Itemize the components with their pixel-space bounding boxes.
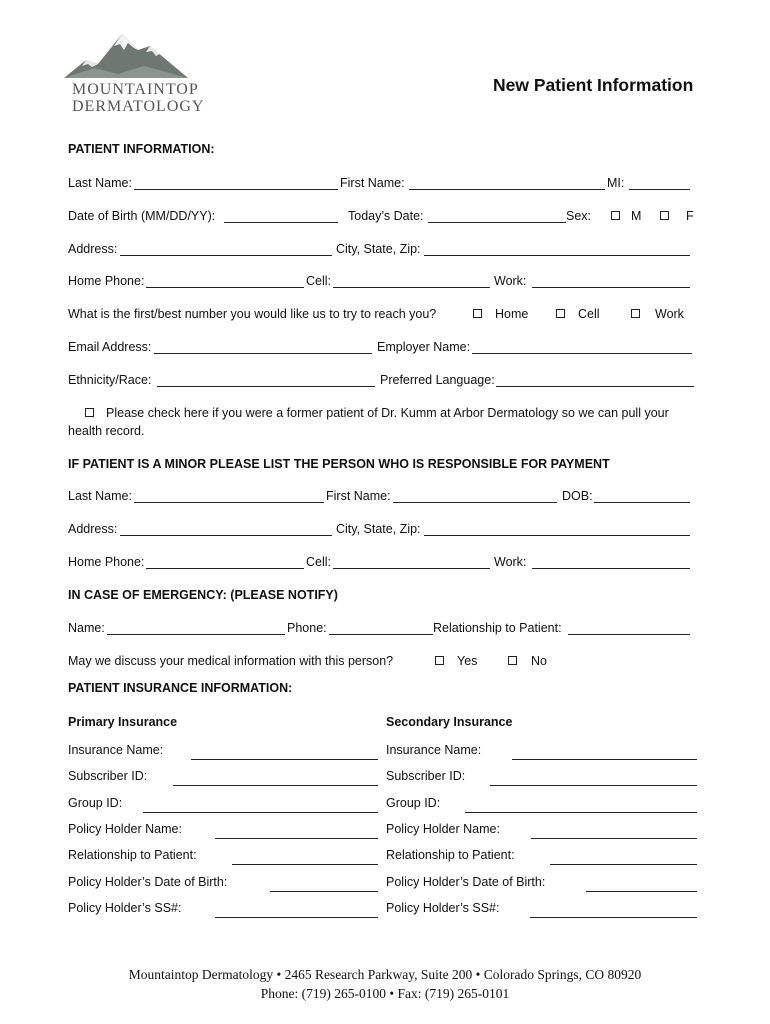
logo-line-2: DERMATOLOGY bbox=[72, 98, 205, 115]
ethnicity-field[interactable] bbox=[157, 386, 375, 387]
sex-f-checkbox[interactable] bbox=[660, 211, 669, 220]
secondary-policy-holder-name-label: Policy Holder Name: bbox=[386, 822, 500, 836]
minor-address-label: Address: bbox=[68, 522, 118, 536]
page-title: New Patient Information bbox=[493, 75, 694, 95]
primary-relationship-field[interactable] bbox=[232, 864, 378, 865]
email-label: Email Address: bbox=[68, 340, 152, 354]
dob-field[interactable] bbox=[224, 222, 338, 223]
primary-group-id-label: Group ID: bbox=[68, 796, 123, 810]
todays-date-label: Today’s Date: bbox=[348, 209, 424, 223]
home-phone-label: Home Phone: bbox=[68, 274, 145, 288]
emergency-relationship-label: Relationship to Patient: bbox=[433, 621, 562, 635]
minor-dob-label: DOB: bbox=[562, 489, 593, 503]
minor-home-phone-field[interactable] bbox=[146, 568, 304, 569]
first-name-label: First Name: bbox=[340, 176, 405, 190]
language-field[interactable] bbox=[496, 386, 694, 387]
minor-city-state-zip-field[interactable] bbox=[424, 535, 690, 536]
dob-label: Date of Birth (MM/DD/YY): bbox=[68, 209, 216, 223]
primary-insurance-heading: Primary Insurance bbox=[68, 715, 178, 729]
insurance-heading: PATIENT INSURANCE INFORMATION: bbox=[68, 681, 293, 695]
secondary-policy-holder-ss-label: Policy Holder’s SS#: bbox=[386, 901, 500, 915]
minor-first-name-field[interactable] bbox=[393, 502, 557, 503]
work-label: Work: bbox=[494, 274, 527, 288]
work-field[interactable] bbox=[532, 287, 690, 288]
emergency-name-field[interactable] bbox=[107, 634, 285, 635]
secondary-group-id-label: Group ID: bbox=[386, 796, 441, 810]
last-name-label: Last Name: bbox=[68, 176, 132, 190]
discuss-question: May we discuss your medical information with this person? bbox=[68, 654, 394, 668]
discuss-yes-checkbox[interactable] bbox=[435, 656, 444, 665]
former-patient-text-1: Please check here if you were a former patient of Dr. Kumm at Arbor Dermatology so we can pull your bbox=[106, 406, 669, 420]
employer-field[interactable] bbox=[472, 353, 692, 354]
primary-insurance-name-label: Insurance Name: bbox=[68, 743, 164, 757]
discuss-no-checkbox[interactable] bbox=[508, 656, 517, 665]
discuss-no-label: No bbox=[531, 654, 547, 668]
footer-phone-fax: Phone: (719) 265-0100 • Fax: (719) 265-0101 bbox=[260, 986, 510, 1001]
secondary-relationship-field[interactable] bbox=[550, 864, 697, 865]
emergency-name-label: Name: bbox=[68, 621, 105, 635]
secondary-insurance-name-field[interactable] bbox=[512, 759, 697, 760]
emergency-heading: IN CASE OF EMERGENCY: (PLEASE NOTIFY) bbox=[68, 588, 338, 602]
best-cell-checkbox[interactable] bbox=[556, 309, 565, 318]
minor-city-state-zip-label: City, State, Zip: bbox=[336, 522, 421, 536]
secondary-insurance-name-label: Insurance Name: bbox=[386, 743, 482, 757]
primary-insurance-name-field[interactable] bbox=[191, 759, 378, 760]
emergency-phone-field[interactable] bbox=[329, 634, 433, 635]
emergency-phone-label: Phone: bbox=[287, 621, 327, 635]
primary-policy-holder-name-field[interactable] bbox=[215, 838, 378, 839]
former-patient-text-2: health record. bbox=[68, 424, 145, 438]
primary-policy-holder-dob-field[interactable] bbox=[270, 891, 378, 892]
secondary-subscriber-id-field[interactable] bbox=[490, 785, 697, 786]
minor-heading: IF PATIENT IS A MINOR PLEASE LIST THE PERSON WHO IS RESPONSIBLE FOR PAYMENT bbox=[68, 457, 610, 471]
logo-line-1: MOUNTAINTOP bbox=[72, 81, 199, 98]
patient-info-heading: PATIENT INFORMATION: bbox=[68, 142, 215, 156]
minor-work-field[interactable] bbox=[532, 568, 690, 569]
secondary-insurance-heading: Secondary Insurance bbox=[386, 715, 513, 729]
best-work-checkbox[interactable] bbox=[631, 309, 640, 318]
sex-label: Sex: bbox=[566, 209, 592, 223]
primary-policy-holder-ss-field[interactable] bbox=[215, 917, 378, 918]
sex-f-label: F bbox=[686, 209, 694, 223]
discuss-yes-label: Yes bbox=[457, 654, 478, 668]
sex-m-checkbox[interactable] bbox=[611, 211, 620, 220]
city-state-zip-label: City, State, Zip: bbox=[336, 242, 421, 256]
secondary-policy-holder-name-field[interactable] bbox=[531, 838, 697, 839]
minor-address-field[interactable] bbox=[120, 535, 332, 536]
primary-subscriber-id-field[interactable] bbox=[173, 785, 378, 786]
first-name-field[interactable] bbox=[409, 189, 605, 190]
primary-relationship-label: Relationship to Patient: bbox=[68, 848, 197, 862]
secondary-policy-holder-ss-field[interactable] bbox=[530, 917, 697, 918]
primary-group-id-field[interactable] bbox=[143, 812, 378, 813]
cell-label: Cell: bbox=[306, 274, 332, 288]
language-label: Preferred Language: bbox=[380, 373, 495, 387]
cell-field[interactable] bbox=[333, 287, 490, 288]
home-phone-field[interactable] bbox=[146, 287, 304, 288]
minor-cell-field[interactable] bbox=[333, 568, 490, 569]
former-patient-checkbox[interactable] bbox=[85, 408, 94, 417]
primary-policy-holder-ss-label: Policy Holder’s SS#: bbox=[68, 901, 182, 915]
minor-last-name-field[interactable] bbox=[134, 502, 324, 503]
minor-work-label: Work: bbox=[494, 555, 527, 569]
mountain-logo-icon bbox=[64, 32, 190, 82]
minor-home-phone-label: Home Phone: bbox=[68, 555, 145, 569]
address-label: Address: bbox=[68, 242, 118, 256]
best-home-label: Home bbox=[495, 307, 529, 321]
city-state-zip-field[interactable] bbox=[424, 255, 690, 256]
todays-date-field[interactable] bbox=[428, 222, 566, 223]
secondary-group-id-field[interactable] bbox=[465, 812, 697, 813]
minor-last-name-label: Last Name: bbox=[68, 489, 132, 503]
primary-policy-holder-name-label: Policy Holder Name: bbox=[68, 822, 182, 836]
primary-subscriber-id-label: Subscriber ID: bbox=[68, 769, 148, 783]
secondary-policy-holder-dob-field[interactable] bbox=[586, 891, 697, 892]
minor-first-name-label: First Name: bbox=[326, 489, 391, 503]
employer-label: Employer Name: bbox=[377, 340, 471, 354]
best-home-checkbox[interactable] bbox=[473, 309, 482, 318]
mi-field[interactable] bbox=[629, 189, 690, 190]
ethnicity-label: Ethnicity/Race: bbox=[68, 373, 152, 387]
best-work-label: Work bbox=[655, 307, 684, 321]
mi-label: MI: bbox=[607, 176, 625, 190]
address-field[interactable] bbox=[120, 255, 332, 256]
last-name-field[interactable] bbox=[134, 189, 338, 190]
minor-dob-field[interactable] bbox=[594, 502, 690, 503]
best-cell-label: Cell bbox=[578, 307, 600, 321]
sex-m-label: M bbox=[631, 209, 642, 223]
best-number-question: What is the first/best number you would like us to try to reach you? bbox=[68, 307, 437, 321]
secondary-relationship-label: Relationship to Patient: bbox=[386, 848, 515, 862]
secondary-subscriber-id-label: Subscriber ID: bbox=[386, 769, 466, 783]
footer-address: Mountaintop Dermatology • 2465 Research Parkway, Suite 200 • Colorado Springs, CO 80920 bbox=[128, 967, 642, 982]
email-field[interactable] bbox=[154, 353, 372, 354]
primary-policy-holder-dob-label: Policy Holder’s Date of Birth: bbox=[68, 875, 228, 889]
minor-cell-label: Cell: bbox=[306, 555, 332, 569]
secondary-policy-holder-dob-label: Policy Holder’s Date of Birth: bbox=[386, 875, 546, 889]
emergency-relationship-field[interactable] bbox=[568, 634, 690, 635]
